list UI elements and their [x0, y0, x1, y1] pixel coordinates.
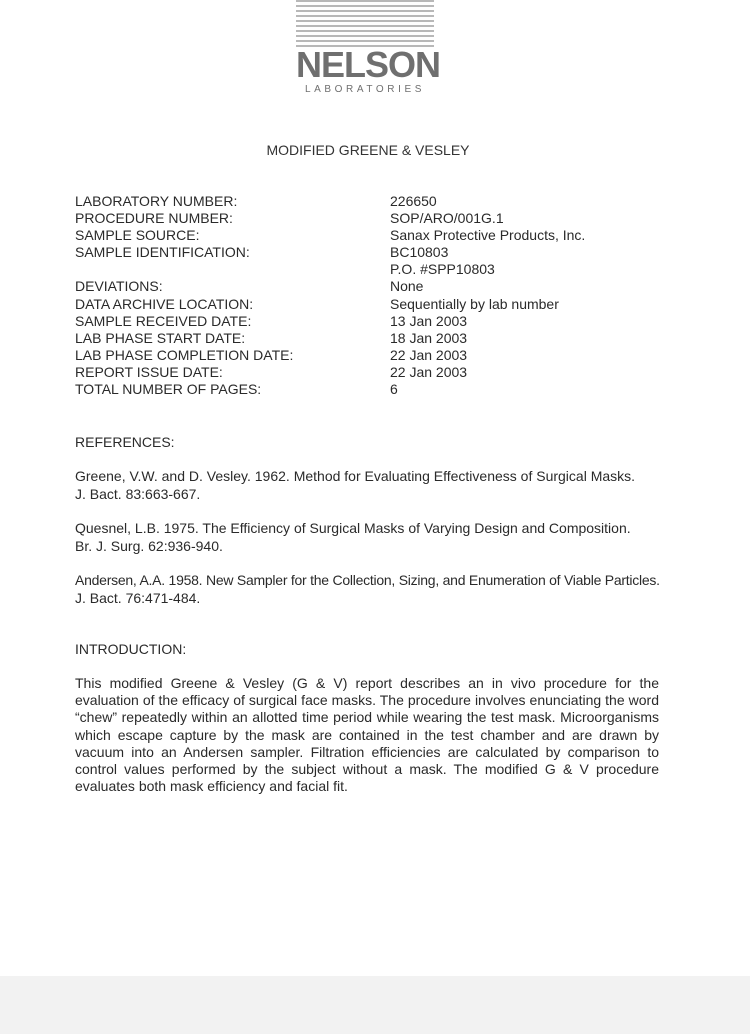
info-row	[75, 313, 675, 330]
info-label: REPORT ISSUE DATE:	[75, 363, 223, 380]
reference-citation: Greene, V.W. and D. Vesley. 1962. Method for Evaluating Effectiveness of Surgical Masks.	[75, 468, 636, 484]
info-value: P.O. #SPP10803	[390, 261, 495, 278]
info-label: LAB PHASE START DATE:	[75, 329, 246, 346]
info-label: SAMPLE RECEIVED DATE:	[75, 312, 252, 329]
info-row	[75, 227, 675, 244]
info-value: 226650	[390, 193, 437, 209]
info-table	[75, 193, 675, 398]
info-row	[75, 347, 675, 364]
info-value: BC10803	[390, 244, 449, 261]
info-label: PROCEDURE NUMBER:	[75, 210, 233, 227]
info-row	[75, 210, 675, 227]
reference-journal: J. Bact. 83:663-667.	[75, 486, 201, 502]
info-row	[75, 261, 675, 278]
logo-stripes	[296, 0, 434, 48]
info-value: 13 Jan 2003	[390, 312, 468, 329]
info-label	[75, 261, 390, 278]
info-value: 22 Jan 2003	[390, 363, 468, 380]
reference-journal: Br. J. Surg. 62:936-940.	[75, 538, 223, 554]
reference-journal: J. Bact. 76:471-484.	[75, 590, 201, 606]
info-row	[75, 278, 675, 295]
info-value: SOP/ARO/001G.1	[390, 210, 504, 227]
info-row	[75, 193, 675, 210]
info-value: 22 Jan 2003	[390, 346, 468, 363]
info-row	[75, 244, 675, 261]
info-label: SAMPLE IDENTIFICATION:	[75, 244, 250, 261]
info-label: TOTAL NUMBER OF PAGES:	[75, 381, 262, 398]
scan-edge	[0, 976, 750, 1034]
info-value: 6	[390, 381, 398, 398]
report-title: MODIFIED GREENE & VESLEY	[266, 142, 470, 158]
references-heading: REFERENCES:	[75, 434, 175, 450]
reference-item	[75, 467, 675, 503]
info-label: DATA ARCHIVE LOCATION:	[75, 295, 254, 312]
info-value: Sequentially by lab number	[390, 295, 559, 312]
reference-citation: Quesnel, L.B. 1975. The Efficiency of Surgical Masks of Varying Design and Composition.	[75, 520, 631, 536]
info-label: DEVIATIONS:	[75, 278, 163, 295]
info-row	[75, 330, 675, 347]
logo-subtitle: LABORATORIES	[304, 84, 426, 95]
introduction-paragraph: This modified Greene & Vesley (G & V) report describes an in vivo procedure for the evaluation of the efficacy of surgical face masks. The procedure involves enunciating the word “chew” repeatedly within an allotted time period while wearing the test mask. Microorganisms which escape capture by the mask are contained in the test chamber and are drawn by vacuum into an Andersen sampler. Filtration efficiencies are calculated by comparison to control values performed by the subject without a mask. The modified G & V procedure evaluates both mask efficiency and facial fit.	[75, 675, 659, 795]
info-label: LABORATORY NUMBER:	[75, 193, 238, 209]
info-row	[75, 364, 675, 381]
introduction-heading: INTRODUCTION:	[75, 641, 187, 657]
info-label: LAB PHASE COMPLETION DATE:	[75, 346, 294, 363]
logo-brand: NELSON	[296, 44, 441, 85]
info-value: None	[390, 278, 424, 295]
reference-item	[75, 519, 675, 555]
info-value: Sanax Protective Products, Inc.	[390, 227, 586, 244]
reference-citation: Andersen, A.A. 1958. New Sampler for the Collection, Sizing, and Enumeration of Viable Particles.	[75, 572, 660, 588]
reference-item	[75, 571, 675, 607]
info-label: SAMPLE SOURCE:	[75, 227, 200, 244]
info-row	[75, 381, 675, 398]
company-logo	[296, 0, 441, 100]
info-value: 18 Jan 2003	[390, 329, 468, 346]
info-row	[75, 296, 675, 313]
